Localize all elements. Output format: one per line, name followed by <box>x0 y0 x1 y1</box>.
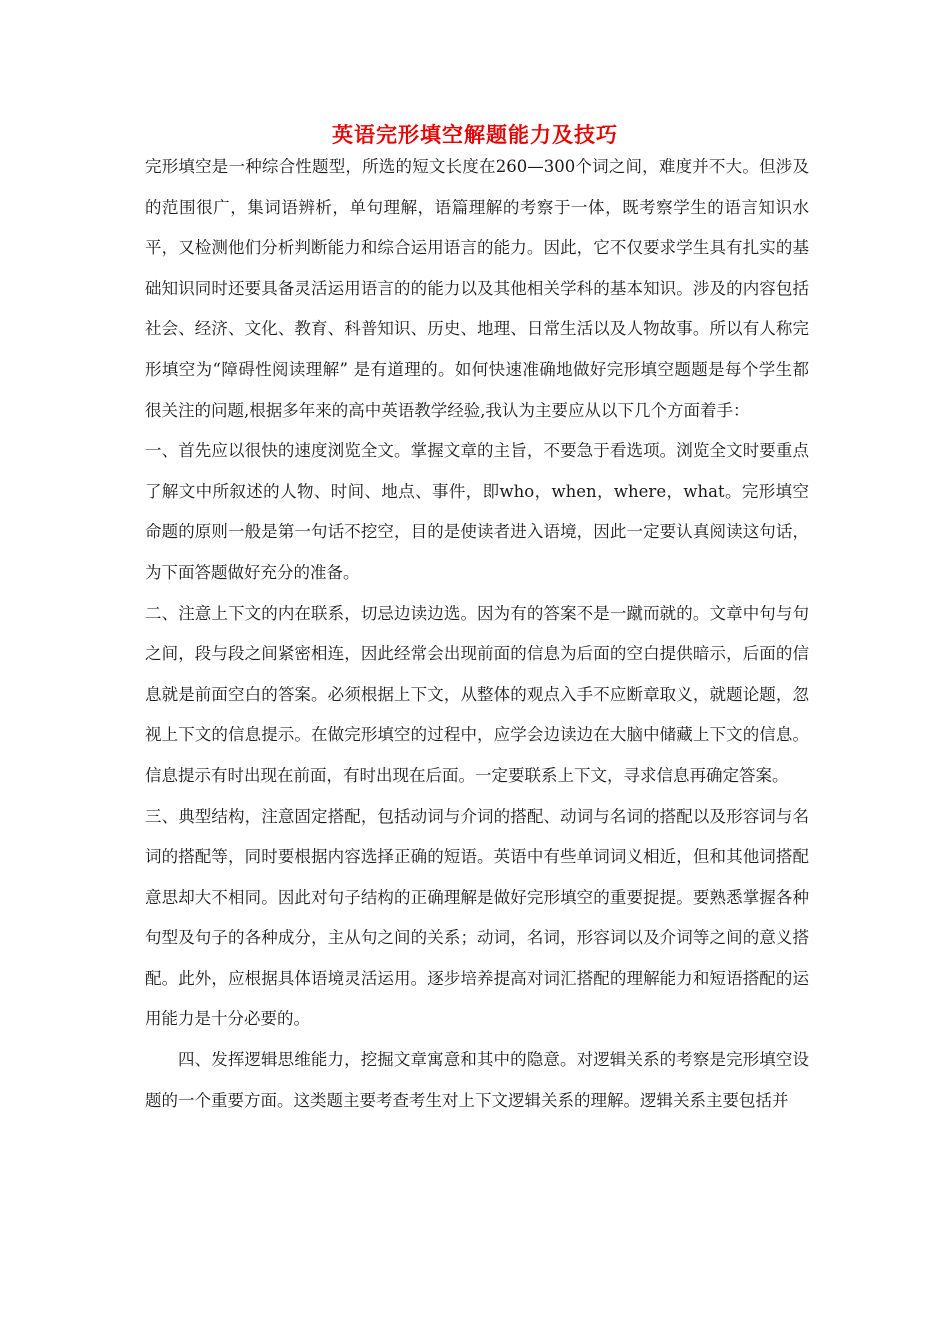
paragraph-point-3: 三、典型结构，注意固定搭配，包括动词与介词的搭配、动词与名词的搭配以及形容词与名词的搭配等，同时要根据内容选择正确的短语。英语中有些单词词义相近，但和其他词搭配意思却大不相同。因此对句子结构的正确理解是做好完形填空的重要捉提。要熟悉掌握各种句型及句子的各种成分，主从句之间的关系；动词，名词，形容词以及介词等之间的意义搭配。此外，应根据具体语境灵活运用。逐步培养提高对词汇搭配的理解能力和短语搭配的运用能力是十分必要的。 <box>145 806 809 1029</box>
paragraph-point-4: 四、发挥逻辑思维能力，挖掘文章寓意和其中的隐意。对逻辑关系的考察是完形填空设题的一个重要方面。这类题主要考查考生对上下文逻辑关系的理解。逻辑关系主要包括并 <box>145 1050 809 1110</box>
paragraph-point-2: 二、注意上下文的内在联系，切忌边读边选。因为有的答案不是一蹴而就的。文章中句与句之间，段与段之间紧密相连，因此经常会出现前面的信息为后面的空白提供暗示，后面的信息就是前面空白的答案。必须根据上下文，从整体的观点入手不应断章取义，就题论题，忽视上下文的信息提示。在做完形填空的过程中，应学会边读边在大脑中储藏上下文的信息。信息提示有时出现在前面，有时出现在后面。一定要联系上下文，寻求信息再确定答案。 <box>145 603 809 785</box>
paragraph-point-1: 一、首先应以很快的速度浏览全文。掌握文章的主旨，不要急于看选项。浏览全文时要重点了解文中所叙述的人物、时间、地点、事件，即who，when，where，what。完形填空命题的原则一般是第一句话不挖空，目的是使读者进入语境，因此一定要认真阅读这句话，为下面答题做好充分的准备。 <box>145 441 809 582</box>
document-title: 英语完形填空解题能力及技巧 <box>332 123 618 147</box>
paragraph-intro: 完形填空是一种综合性题型，所选的短文长度在260—300个词之间，难度并不大。但涉及的范围很广，集词语辨析，单句理解，语篇理解的考察于一体，既考察学生的语言知识水平，又检测他们分析判断能力和综合运用语言的能力。因此，它不仅要求学生具有扎实的基础知识同时还要具备灵活运用语言的的能力以及其他相关学科的基本知识。涉及的内容包括社会、经济、文化、教育、科普知识、历史、地理、日常生活以及人物故事。所以有人称完形填空为“障碍性阅读理解” 是有道理的。如何快速准确地做好完形填空题题是每个学生都很关注的问题,根据多年来的高中英语教学经验,我认为主要应从以下几个方面着手： <box>145 157 809 420</box>
document-body <box>145 147 809 1121</box>
